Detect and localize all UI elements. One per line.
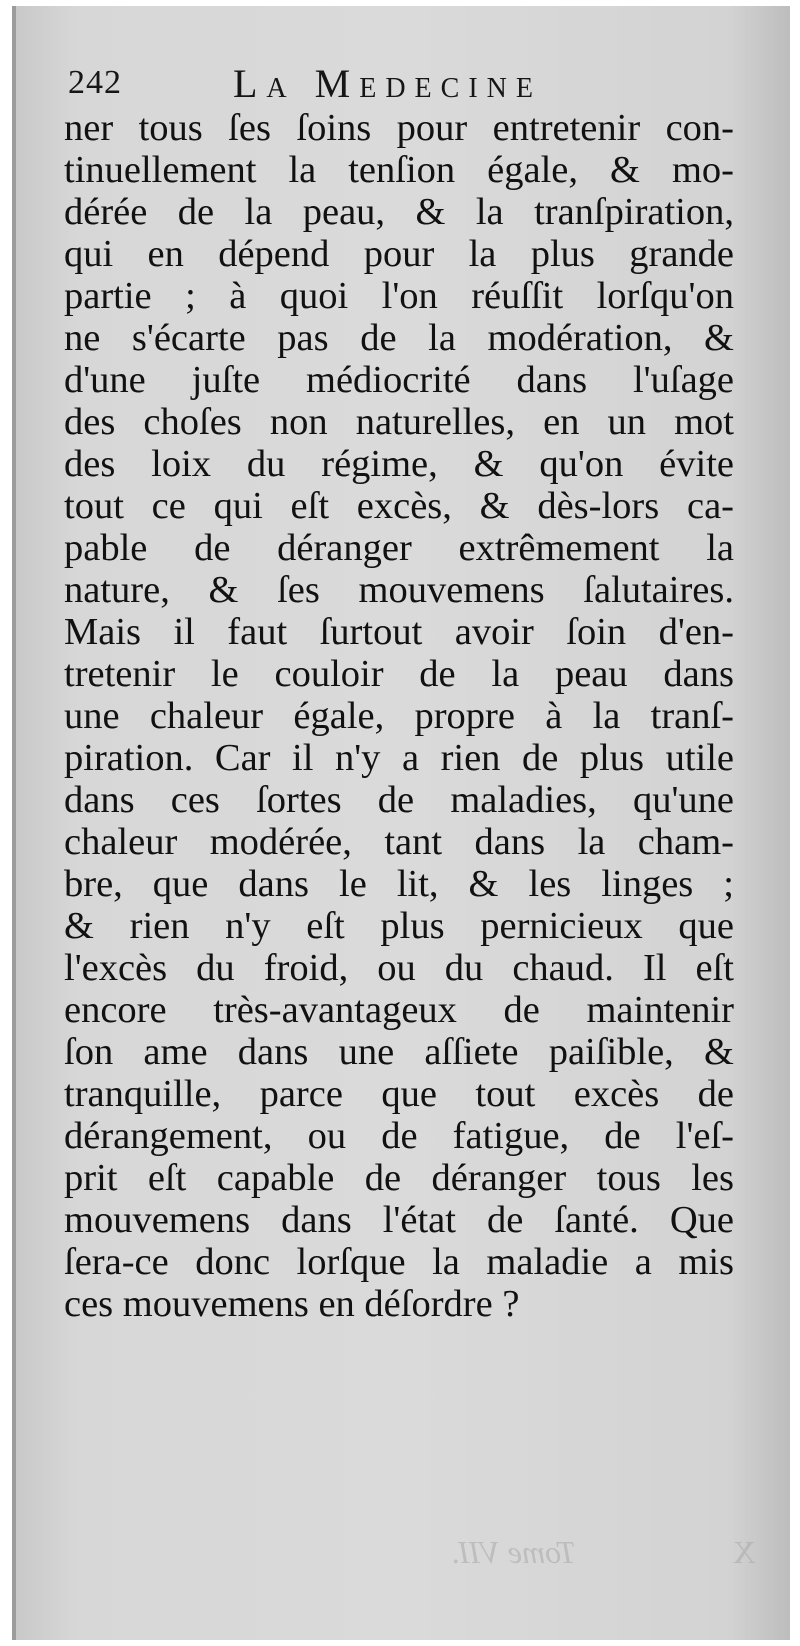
text-line: ſon ame dans une aſſiete paiſible, & bbox=[64, 1031, 734, 1073]
text-line: des choſes non naturelles, en un mot bbox=[64, 401, 734, 443]
text-line: ner tous ſes ſoins pour entretenir con- bbox=[64, 107, 734, 149]
text-line: qui en dépend pour la plus grande bbox=[64, 233, 734, 275]
text-line: prit eſt capable de déranger tous les bbox=[64, 1157, 734, 1199]
text-line: d'une juſte médiocrité dans l'uſage bbox=[64, 359, 734, 401]
text-line: tout ce qui eſt excès, & dès-lors ca- bbox=[64, 485, 734, 527]
text-line: nature, & ſes mouvemens ſalutaires. bbox=[64, 569, 734, 611]
text-line: ces mouvemens en déſordre ? bbox=[64, 1283, 520, 1325]
text-line: dérée de la peau, & la tranſpiration, bbox=[64, 191, 734, 233]
volume-mark: Tome VII. bbox=[450, 1534, 576, 1570]
text-line: & rien n'y eſt plus pernicieux que bbox=[64, 905, 734, 947]
text-line: des loix du régime, & qu'on évite bbox=[64, 443, 734, 485]
signature-mark: X bbox=[732, 1534, 756, 1570]
text-line: mouvemens dans l'état de ſanté. Que bbox=[64, 1199, 734, 1241]
text-line: une chaleur égale, propre à la tranſ- bbox=[64, 695, 734, 737]
text-line: pable de déranger extrêmement la bbox=[64, 527, 734, 569]
page-number: 242 bbox=[68, 64, 122, 101]
text-line: partie ; à quoi l'on réuſſit lorſqu'on bbox=[64, 275, 734, 317]
text-line: tranquille, parce que tout excès de bbox=[64, 1073, 734, 1115]
text-line: Mais il faut ſurtout avoir ſoin d'en- bbox=[64, 611, 734, 653]
text-line: ne s'écarte pas de la modération, & bbox=[64, 317, 734, 359]
text-line: tinuellement la tenſion égale, & mo- bbox=[64, 149, 734, 191]
show-through-text bbox=[156, 1534, 756, 1594]
body-text bbox=[64, 107, 734, 1325]
book-page bbox=[12, 6, 790, 1640]
running-title: La Medecine bbox=[233, 61, 542, 106]
text-line: chaleur modérée, tant dans la cham- bbox=[64, 821, 734, 863]
text-line: bre, que dans le lit, & les linges ; bbox=[64, 863, 734, 905]
text-line: dérangement, ou de fatigue, de l'eſ- bbox=[64, 1115, 734, 1157]
text-line: dans ces ſortes de maladies, qu'une bbox=[64, 779, 734, 821]
text-line: ſera-ce donc lorſque la maladie a mis bbox=[64, 1241, 734, 1283]
text-line: l'excès du froid, ou du chaud. Il eſt bbox=[64, 947, 734, 989]
text-line: piration. Car il n'y a rien de plus utile bbox=[64, 737, 734, 779]
text-line: tretenir le couloir de la peau dans bbox=[64, 653, 734, 695]
text-line: encore très-avantageux de maintenir bbox=[64, 989, 734, 1031]
page-header bbox=[68, 60, 728, 106]
